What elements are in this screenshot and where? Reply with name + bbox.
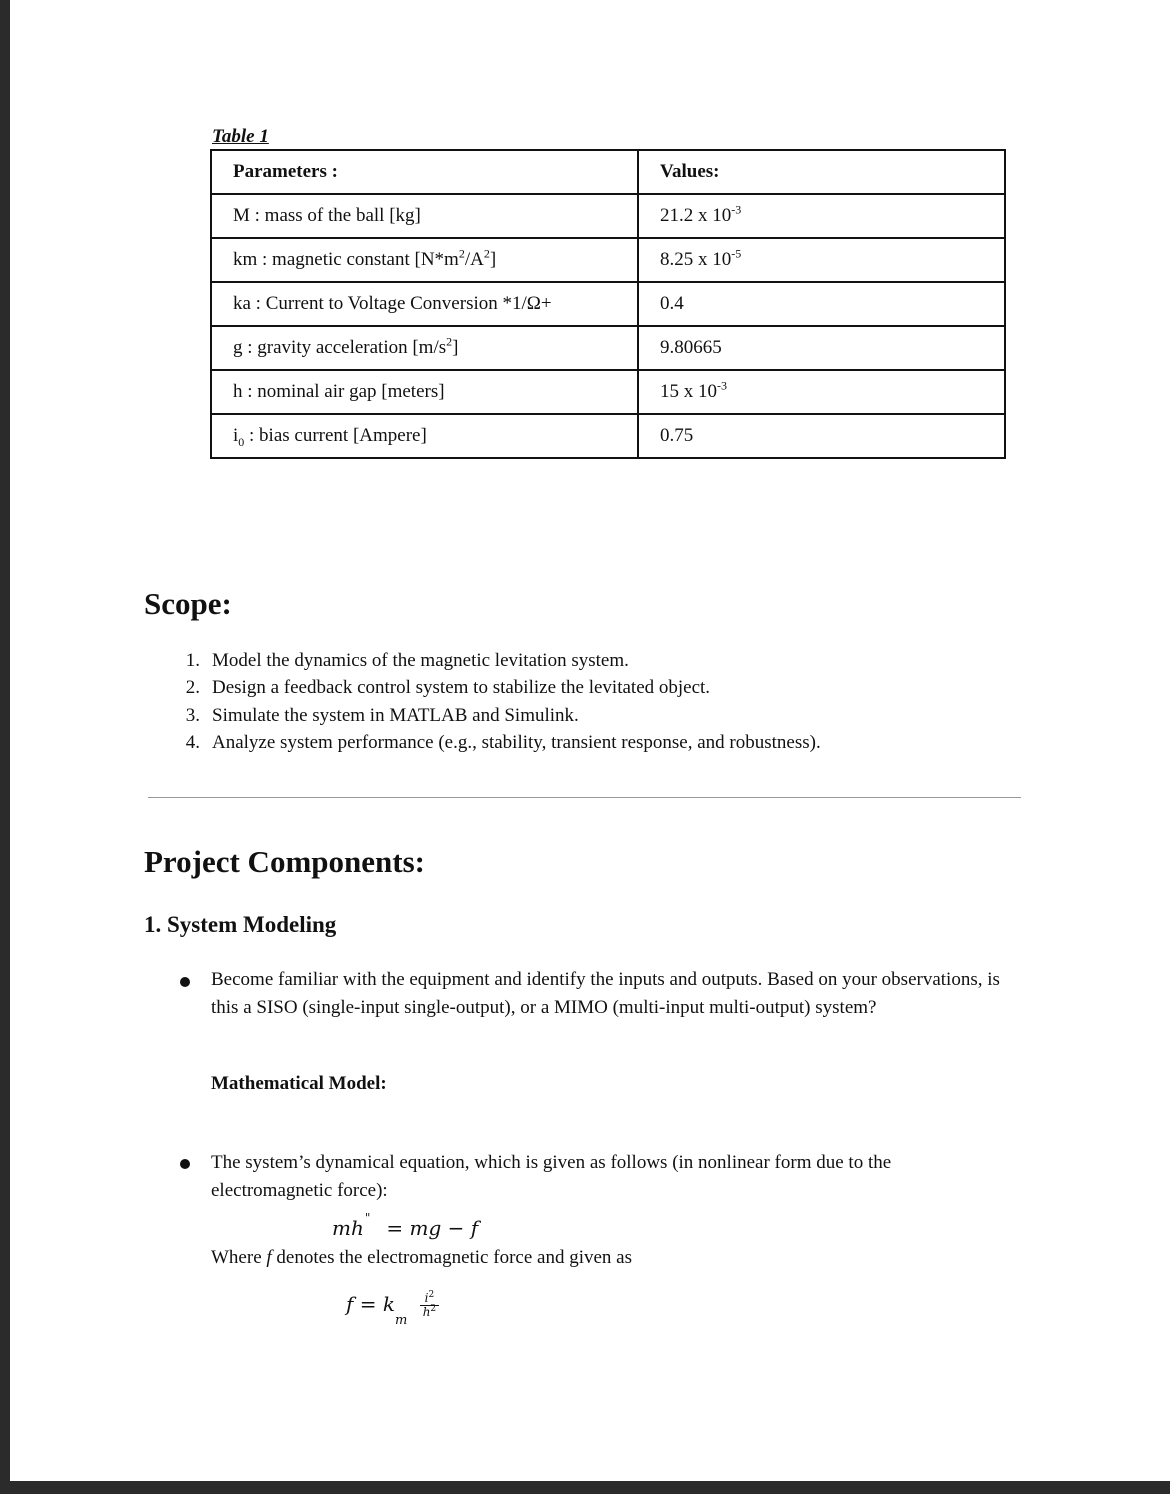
param-text: /A xyxy=(464,249,484,270)
scope-heading: Scope: xyxy=(144,586,232,621)
numerator-exponent: 2 xyxy=(428,1290,435,1300)
numerator-var: i xyxy=(424,1291,429,1305)
equation-rhs: = mg − f xyxy=(386,1216,479,1240)
param-cell xyxy=(211,326,638,370)
equation-force xyxy=(346,1290,439,1328)
param-text: i xyxy=(233,425,239,446)
force-lhs: f = k xyxy=(346,1292,395,1316)
list-text: Simulate the system in MATLAB and Simulink. xyxy=(212,704,579,726)
value-cell xyxy=(638,414,1005,458)
list-number: 4. xyxy=(185,731,200,753)
bullet-icon xyxy=(180,1159,190,1169)
value-exponent: -3 xyxy=(717,378,727,393)
param-text: M : mass of the ball [kg] xyxy=(233,205,421,226)
value-base: 21.2 x 10 xyxy=(660,205,732,226)
equation-lhs: mh xyxy=(332,1216,364,1240)
list-number: 1. xyxy=(185,650,200,671)
list-item xyxy=(176,677,1036,704)
param-text: ] xyxy=(489,249,497,270)
value-cell xyxy=(638,370,1005,414)
project-components-heading: Project Components: xyxy=(144,844,425,879)
list-text: Analyze system performance (e.g., stability, transient response, and robustness). xyxy=(212,731,821,753)
param-text: km : magnetic constant [N*m xyxy=(233,249,459,270)
value-base: 15 x 10 xyxy=(660,381,717,402)
where-sentence xyxy=(211,1244,632,1272)
list-item xyxy=(176,650,1036,677)
param-cell xyxy=(211,370,638,414)
table-row xyxy=(211,238,1005,282)
param-subscript: 0 xyxy=(238,434,245,449)
list-number: 2. xyxy=(185,677,200,699)
param-text: ] xyxy=(452,337,459,358)
where-pre: Where xyxy=(211,1247,267,1268)
mathematical-model-label: Mathematical Model: xyxy=(211,1073,387,1094)
denominator-var: h xyxy=(422,1305,431,1319)
param-cell xyxy=(211,282,638,326)
equation-double-dot: " xyxy=(364,1211,371,1225)
table-row xyxy=(211,282,1005,326)
horizontal-divider xyxy=(148,797,1021,798)
value-cell xyxy=(638,282,1005,326)
list-item xyxy=(176,732,1036,759)
table-row xyxy=(211,326,1005,370)
header-parameters: Parameters : xyxy=(211,150,638,194)
document-page xyxy=(10,0,1170,1481)
param-cell xyxy=(211,414,638,458)
table-row xyxy=(211,194,1005,238)
bullet-paragraph-dynamics: The system’s dynamical equation, which is given as follows (in nonlinear form due to the electromagnetic force): xyxy=(211,1152,892,1201)
parameters-table xyxy=(210,149,1006,459)
fraction-denominator xyxy=(420,1306,439,1319)
list-item xyxy=(176,705,1036,732)
value-cell xyxy=(638,238,1005,282)
bullet-paragraph-equipment: Become familiar with the equipment and identify the inputs and outputs. Based on your observations, is this a SISO (single-input single-output), or a MIMO (multi-input multi-output) system? xyxy=(211,969,1000,1018)
value-exponent: -3 xyxy=(731,202,742,217)
scope-list xyxy=(176,650,1036,759)
bullet-icon xyxy=(180,977,190,987)
value-cell xyxy=(638,194,1005,238)
force-km-subscript: m xyxy=(395,1313,408,1328)
param-text: : bias current [Ampere] xyxy=(244,425,427,446)
table-caption: Table 1 xyxy=(212,126,269,147)
param-superscript: 2 xyxy=(446,334,453,349)
where-f: f xyxy=(266,1247,272,1268)
value-text: 9.80665 xyxy=(660,337,722,358)
list-text: Model the dynamics of the magnetic levitation system. xyxy=(212,650,629,671)
value-text: 0.75 xyxy=(660,425,694,446)
value-base: 8.25 x 10 xyxy=(660,249,732,270)
table-header-row xyxy=(211,150,1005,194)
value-text: 0.4 xyxy=(660,293,684,314)
param-text: h : nominal air gap [meters] xyxy=(233,381,445,402)
table-row xyxy=(211,370,1005,414)
force-fraction xyxy=(420,1292,439,1319)
table-row xyxy=(211,414,1005,458)
param-superscript: 2 xyxy=(458,246,465,261)
list-text: Design a feedback control system to stabilize the levitated object. xyxy=(212,677,711,699)
param-cell xyxy=(211,194,638,238)
param-text: g : gravity acceleration [m/s xyxy=(233,337,447,358)
where-post: denotes the electromagnetic force and given as xyxy=(271,1247,632,1268)
system-modeling-heading: 1. System Modeling xyxy=(144,912,337,937)
header-values: Values: xyxy=(638,150,1005,194)
param-superscript: 2 xyxy=(483,246,490,261)
value-exponent: -5 xyxy=(731,246,742,261)
equation-motion xyxy=(332,1211,479,1240)
list-number: 3. xyxy=(185,704,200,726)
denominator-exponent: 2 xyxy=(430,1304,437,1314)
value-cell xyxy=(638,326,1005,370)
param-text: ka : Current to Voltage Conversion *1/Ω+ xyxy=(233,293,552,314)
param-cell xyxy=(211,238,638,282)
